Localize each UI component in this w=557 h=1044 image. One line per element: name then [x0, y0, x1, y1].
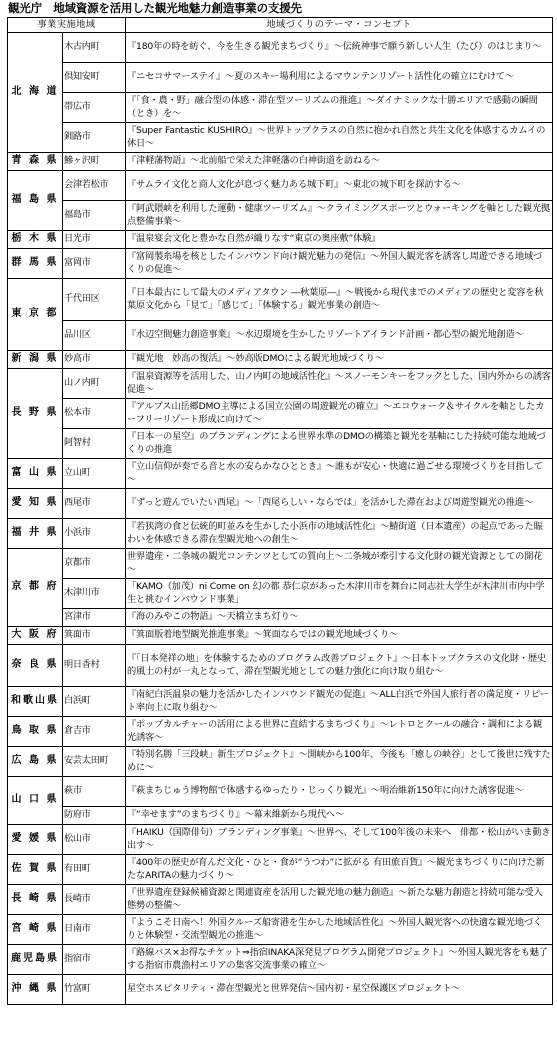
table-body	[8, 33, 553, 1005]
table-row	[8, 609, 553, 627]
concept-cell: 『ようこそ日南へ！外国クルーズ船寄港を生かした地域活性化』～外国人観光客への快適な観光地づくりと体験型・交流型観光の推進～	[126, 915, 553, 945]
prefecture-cell: 山 口 県	[8, 777, 63, 825]
table-row	[8, 489, 553, 519]
prefecture-cell: 鳥 取 県	[8, 717, 63, 747]
table-row	[8, 627, 553, 645]
table-row	[8, 279, 553, 321]
prefecture-cell: 栃 木 県	[8, 231, 63, 249]
area-cell: 富岡市	[63, 249, 126, 279]
area-cell: 福島市	[63, 201, 126, 231]
concept-cell: 星空ホスピタリティ・滞在型観光と世界発信～国内初・星空保護区プロジェクト～	[126, 975, 553, 1005]
area-cell: 安芸太田町	[63, 747, 126, 777]
area-cell: 明日香村	[63, 645, 126, 687]
prefecture-cell: 福 島 県	[8, 171, 63, 231]
table-row	[8, 459, 553, 489]
prefecture-cell: 群 馬 県	[8, 249, 63, 279]
table-row	[8, 915, 553, 945]
concept-cell: 『世界遺産登録候補資源と関連資産を活用した観光地の魅力創造』～新たな魅力創造と持続可能な受入態勢の整備～	[126, 885, 553, 915]
concept-cell: 『富岡製糸場を核としたインバウンド向け観光魅力の発信』～外国人観光客を誘客し周遊できる地域づくりの促進～	[126, 249, 553, 279]
concept-cell: 『水辺空間魅力創造事業』～水辺環境を生かしたリゾートアイランド計画・都心型の観光地創造～	[126, 321, 553, 351]
area-cell: 松山市	[63, 825, 126, 855]
prefecture-cell: 新 潟 県	[8, 351, 63, 369]
table-row	[8, 645, 553, 687]
area-cell: 竹富町	[63, 975, 126, 1005]
prefecture-cell: 大 阪 府	[8, 627, 63, 645]
prefecture-cell: 沖 縄 県	[8, 975, 63, 1005]
concept-cell: 『HAIKU（国際俳句）ブランディング事業』～世界へ、そして100年後の未来へ 俳都・松山がいま動き出す～	[126, 825, 553, 855]
area-cell: 京都市	[63, 549, 126, 579]
header-concept: 地域づくりのテーマ・コンセプト	[126, 18, 553, 33]
area-cell: 西尾市	[63, 489, 126, 519]
area-cell: 白浜町	[63, 687, 126, 717]
concept-cell: 『津軽藩物語』～北前船で栄えた津軽藩の白神街道を訪ねる～	[126, 153, 553, 171]
table-row	[8, 717, 553, 747]
concept-cell: 『ずっと遊んでいたい西尾』～「西尾らしい・ならでは」を活かした滞在および周遊型観光の推進～	[126, 489, 553, 519]
area-cell: 長崎市	[63, 885, 126, 915]
table-row	[8, 687, 553, 717]
prefecture-cell: 青 森 県	[8, 153, 63, 171]
prefecture-cell: 北 海 道	[8, 33, 63, 153]
area-cell: 阿智村	[63, 429, 126, 459]
area-cell: 宮津市	[63, 609, 126, 627]
concept-cell: 『南紀白浜温泉の魅力を活かしたインバウンド観光の促進』～ALL白浜で外国人旅行者の満足度・リピート率向上に取り組む～	[126, 687, 553, 717]
area-cell: 妙高市	[63, 351, 126, 369]
table-row	[8, 855, 553, 885]
area-cell: 山ノ内町	[63, 369, 126, 399]
concept-cell: 『若狭湾の食と伝統的町並みを生かした小浜市の地域活性化』～鯖街道（日本遺産）の起点であった賑わいを体感できる滞在型観光地への創生～	[126, 519, 553, 549]
concept-cell: 「KAMO（加茂）ni Come on 幻の都 恭仁京があった木津川市を舞台に同志社大学生が木津川市内中学生と挑むインバウンド事業」	[126, 579, 553, 609]
area-cell: 小浜市	[63, 519, 126, 549]
table-row	[8, 579, 553, 609]
prefecture-cell: 福 井 県	[8, 519, 63, 549]
prefecture-cell: 愛 知 県	[8, 489, 63, 519]
concept-cell: 『「食・農・野」融合型の体感・滞在型ツーリズムの推進』～ダイナミックな十勝エリアで感動の瞬間（とき）を～	[126, 93, 553, 123]
concept-cell: 『路線バス×お得なチケット⇒指宿INAKA深発見プログラム開発プロジェクト』～外国人観光客をも魅了する指宿市農漁村エリアの集客交流事業の確立～	[126, 945, 553, 975]
area-cell: 防府市	[63, 807, 126, 825]
area-cell: 品川区	[63, 321, 126, 351]
support-table	[7, 17, 553, 1005]
area-cell: 木古内町	[63, 33, 126, 63]
concept-cell: 『サムライ文化と商人文化が息づく魅力ある城下町』～東北の城下町を探訪する～	[126, 171, 553, 201]
concept-cell: 『日本一の星空』のブランディングによる世界水準のDMOの構築と観光を基軸にした持続可能な地域づくりの推進	[126, 429, 553, 459]
area-cell: 鰺ヶ沢町	[63, 153, 126, 171]
concept-cell: 『ニセコサマーステイ』～夏のスキー場利用によるマウンテンリゾート活性化の確立にむけて～	[126, 63, 553, 93]
area-cell: 釧路市	[63, 123, 126, 153]
concept-cell: 『箕面版着地型観光推進事業』～箕面ならではの観光地域づくり～	[126, 627, 553, 645]
area-cell: 倉吉市	[63, 717, 126, 747]
concept-cell: 『「日本発祥の地」を体験するためのプログラム改善プロジェクト』～日本トップクラスの文化財・歴史的風土の村が一丸となって、滞在型観光地としての魅力強化に向け取り組む～	[126, 645, 553, 687]
area-cell: 萩市	[63, 777, 126, 807]
table-row	[8, 93, 553, 123]
table-row	[8, 429, 553, 459]
concept-cell: 『アルプス山岳郷DMO主導による国立公園の周遊観光の確立』～エコウォーク＆サイクルを軸としたカーフリーリゾート形成に向けて～	[126, 399, 553, 429]
prefecture-cell: 佐 賀 県	[8, 855, 63, 885]
area-cell: 会津若松市	[63, 171, 126, 201]
prefecture-cell: 奈 良 県	[8, 645, 63, 687]
concept-cell: 『温泉宴会文化と豊かな自然が織りなす“東京の奥座敷”体験』	[126, 231, 553, 249]
concept-cell: 『ポップカルチャーの活用による世界に直結するまちづくり』～レトロとクールの融合・調和による観光誘客～	[126, 717, 553, 747]
concept-cell: 世界遺産・二条城の観光コンテンツとしての質向上～二条城が牽引する文化財の観光資源としての開花～	[126, 549, 553, 579]
table-row	[8, 885, 553, 915]
table-row	[8, 777, 553, 807]
concept-cell: 『阿武隈峡を利用した運動・健康ツーリズム』～クライミングスポーツとウォーキングを軸とした観光拠点整備事業～	[126, 201, 553, 231]
prefecture-cell: 宮 崎 県	[8, 915, 63, 945]
table-row	[8, 825, 553, 855]
table-row	[8, 231, 553, 249]
prefecture-cell: 長 野 県	[8, 369, 63, 459]
concept-cell: 『“幸せます”のまちづくり』～幕末維新から現代へ～	[126, 807, 553, 825]
prefecture-cell: 鹿児島県	[8, 945, 63, 975]
table-row	[8, 975, 553, 1005]
table-row	[8, 63, 553, 93]
prefecture-cell: 東 京 都	[8, 279, 63, 351]
table-row	[8, 519, 553, 549]
table-row	[8, 201, 553, 231]
area-cell: 箕面市	[63, 627, 126, 645]
table-row	[8, 945, 553, 975]
table-header-row	[8, 18, 553, 33]
table-row	[8, 321, 553, 351]
table-row	[8, 549, 553, 579]
prefecture-cell: 愛 媛 県	[8, 825, 63, 855]
header-region: 事業実施地域	[8, 18, 126, 33]
concept-cell: 『日本最古にして最大のメディアタウン ―秋葉原―』～戦後から現代までのメディアの歴史と変容を秋葉原文化から「見て」「感じて」「体験する」観光事業の創造～	[126, 279, 553, 321]
concept-cell: 『立山信仰が奏でる音と水の安らかなひととき』～誰もが安心・快適に過ごせる環境づくりを目指して～	[126, 459, 553, 489]
table-row	[8, 807, 553, 825]
area-cell: 松本市	[63, 399, 126, 429]
area-cell: 立山町	[63, 459, 126, 489]
table-row	[8, 153, 553, 171]
area-cell: 日南市	[63, 915, 126, 945]
prefecture-cell: 広 島 県	[8, 747, 63, 777]
concept-cell: 『温泉資源等を活用した、山ノ内町の地域活性化』～スノーモンキーをフックとした、国内外からの誘客促進～	[126, 369, 553, 399]
table-row	[8, 351, 553, 369]
concept-cell: 『400年の歴史が育んだ文化・ひと・食が“うつわ”に拡がる 有田旅百貨』～観光まちづくりに向けた新たなARITAの魅力づくり～	[126, 855, 553, 885]
concept-cell: 『180年の時を紡ぐ、今を生きる観光まちづくり』～伝統神事で願う新しい人生（たび）のはじまり～	[126, 33, 553, 63]
table-row	[8, 249, 553, 279]
area-cell: 木津川市	[63, 579, 126, 609]
concept-cell: 『萩まちじゅう博物館で体感するゆったり・じっくり観光』～明治維新150年に向けた誘客促進～	[126, 777, 553, 807]
area-cell: 指宿市	[63, 945, 126, 975]
table-row	[8, 399, 553, 429]
prefecture-cell: 京 都 府	[8, 549, 63, 627]
table-row	[8, 123, 553, 153]
area-cell: 帯広市	[63, 93, 126, 123]
area-cell: 日光市	[63, 231, 126, 249]
prefecture-cell: 和歌山県	[8, 687, 63, 717]
table-row	[8, 171, 553, 201]
area-cell: 千代田区	[63, 279, 126, 321]
table-row	[8, 747, 553, 777]
prefecture-cell: 長 崎 県	[8, 885, 63, 915]
concept-cell: 『海のみやこの物語』～天橋立まち灯り～	[126, 609, 553, 627]
document-title: 観光庁 地域資源を活用した観光地魅力創造事業の支援先	[8, 1, 302, 15]
table-row	[8, 369, 553, 399]
prefecture-cell: 富 山 県	[8, 459, 63, 489]
concept-cell: 『Super Fantastic KUSHIRO』～世界トップクラスの自然に抱かれ自然と共生文化を体感するカムイの休日～	[126, 123, 553, 153]
table-row	[8, 33, 553, 63]
area-cell: 倶知安町	[63, 63, 126, 93]
concept-cell: 『特別名勝「三段峡」新生プロジェクト』～開峡から100年、今後も「癒しの峡谷」として後世に残すために～	[126, 747, 553, 777]
concept-cell: 『観光地 妙高の復活』～妙高版DMOによる観光地域づくり～	[126, 351, 553, 369]
area-cell: 有田町	[63, 855, 126, 885]
